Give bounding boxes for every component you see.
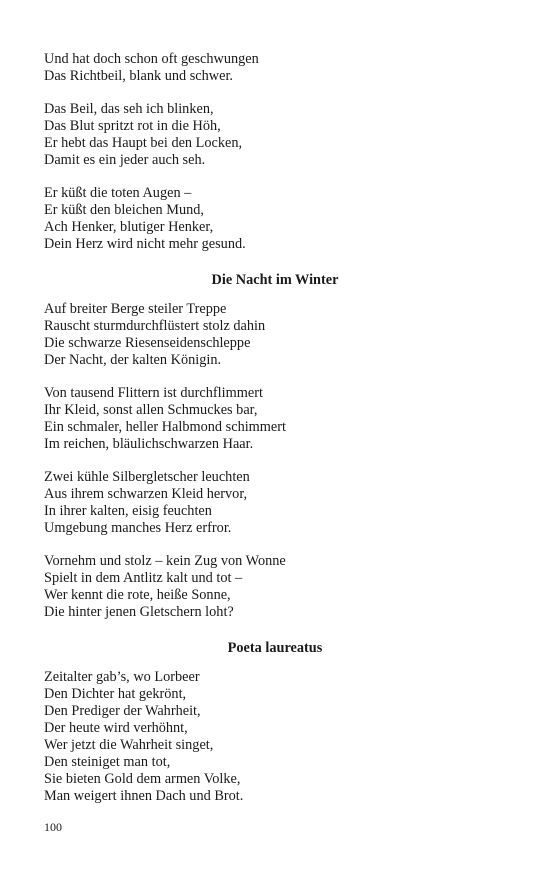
verse-line: Spielt in dem Antlitz kalt und tot –: [44, 570, 243, 586]
stanza: [44, 185, 506, 253]
verse-line: Den steiniget man tot,: [44, 754, 171, 770]
verse-line: Der Nacht, der kalten Königin.: [44, 352, 222, 368]
verse-line: Wer jetzt die Wahrheit singet,: [44, 737, 214, 753]
verse-line: Die schwarze Riesenseidenschleppe: [44, 335, 251, 351]
verse-line: Er küßt den bleichen Mund,: [44, 202, 205, 218]
verse-line: Im reichen, bläulichschwarzen Haar.: [44, 436, 254, 452]
stanza: [44, 669, 506, 805]
page-number: 100: [44, 820, 62, 834]
verse-line: Den Prediger der Wahrheit,: [44, 703, 201, 719]
verse-line: Von tausend Flittern ist durchflimmert: [44, 385, 263, 401]
stanza: [44, 469, 506, 537]
poem-continuation: [44, 51, 506, 253]
verse-line: Ein schmaler, heller Halbmond schimmert: [44, 419, 287, 435]
verse-line: Das Beil, das seh ich blinken,: [44, 101, 214, 117]
verse-line: Zwei kühle Silbergletscher leuchten: [44, 469, 250, 485]
verse-line: Er küßt die toten Augen –: [44, 185, 192, 201]
verse-line: Man weigert ihnen Dach und Brot.: [44, 788, 244, 804]
poem-title: Die Nacht im Winter: [211, 272, 339, 288]
verse-line: Die hinter jenen Gletschern loht?: [44, 604, 234, 620]
verse-line: Den Dichter hat gekrönt,: [44, 686, 187, 702]
verse-line: In ihrer kalten, eisig feuchten: [44, 503, 212, 519]
page-body: [44, 51, 506, 805]
stanza: [44, 301, 506, 369]
verse-line: Damit es ein jeder auch seh.: [44, 152, 206, 168]
verse-line: Aus ihrem schwarzen Kleid hervor,: [44, 486, 248, 502]
poem-poeta-laureatus: [44, 640, 506, 805]
verse-line: Ihr Kleid, sonst allen Schmuckes bar,: [44, 402, 258, 418]
stanza: [44, 51, 506, 85]
verse-line: Er hebt das Haupt bei den Locken,: [44, 135, 243, 151]
verse-line: Vornehm und stolz – kein Zug von Wonne: [44, 553, 286, 569]
verse-line: Und hat doch schon oft geschwungen: [44, 51, 259, 67]
verse-line: Wer kennt die rote, heiße Sonne,: [44, 587, 231, 603]
verse-line: Umgebung manches Herz erfror.: [44, 520, 232, 536]
poem-die-nacht-im-winter: [44, 272, 506, 621]
stanza: [44, 385, 506, 453]
verse-line: Der heute wird verhöhnt,: [44, 720, 188, 736]
verse-line: Sie bieten Gold dem armen Volke,: [44, 771, 241, 787]
verse-line: Rauscht sturmdurchflüstert stolz dahin: [44, 318, 266, 334]
verse-line: Zeitalter gab’s, wo Lorbeer: [44, 669, 200, 685]
verse-line: Ach Henker, blutiger Henker,: [44, 219, 214, 235]
stanza: [44, 101, 506, 169]
stanza: [44, 553, 506, 621]
poem-title: Poeta laureatus: [227, 640, 323, 656]
verse-line: Das Richtbeil, blank und schwer.: [44, 68, 234, 84]
verse-line: Auf breiter Berge steiler Treppe: [44, 301, 227, 317]
verse-line: Dein Herz wird nicht mehr gesund.: [44, 236, 246, 252]
verse-line: Das Blut spritzt rot in die Höh,: [44, 118, 221, 134]
